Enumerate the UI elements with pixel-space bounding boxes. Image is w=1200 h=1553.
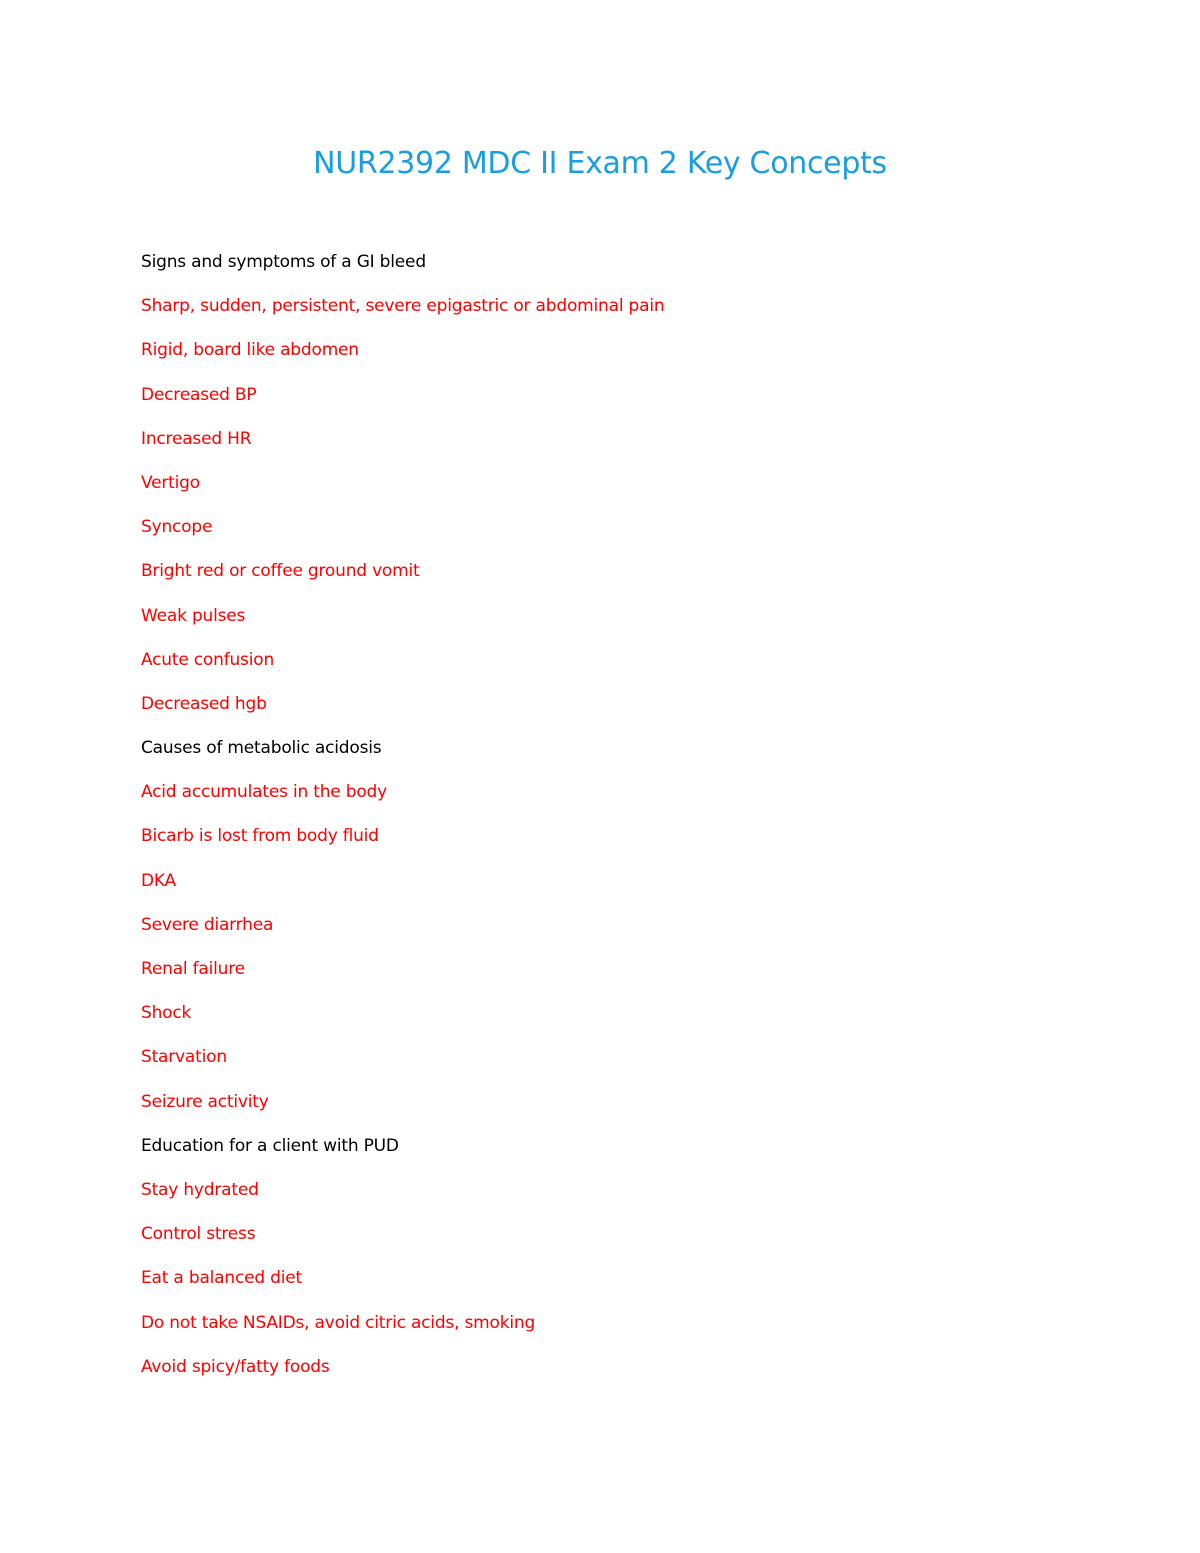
answer-line: Acute confusion [141,649,275,670]
answer-line: Bicarb is lost from body fluid [141,826,379,847]
answer-line: Acid accumulates in the body [141,782,387,803]
answer-line: Decreased BP [141,384,257,405]
answer-line: Vertigo [141,472,200,493]
answer-line: Syncope [141,517,213,538]
answer-line: Sharp, sudden, persistent, severe epigastric or abdominal pain [141,296,665,317]
answer-line: Decreased hgb [141,693,267,714]
answer-line: Do not take NSAIDs, avoid citric acids, smoking [141,1312,536,1333]
document-body [141,248,664,1397]
answer-line: Severe diarrhea [141,914,274,935]
section-heading: Causes of metabolic acidosis [141,738,382,759]
answer-line: Avoid spicy/fatty foods [141,1356,330,1377]
answer-line: Stay hydrated [141,1179,259,1200]
answer-line: Increased HR [141,428,252,449]
answer-line: Control stress [141,1224,256,1245]
answer-line: Seizure activity [141,1091,269,1112]
section-heading: Education for a client with PUD [141,1135,399,1156]
answer-line: Bright red or coffee ground vomit [141,561,420,582]
answer-line: Renal failure [141,959,245,979]
answer-line: Starvation [141,1047,227,1068]
answer-line: DKA [141,870,176,891]
answer-line: Shock [141,1003,192,1024]
document-title: NUR2392 MDC II Exam 2 Key Concepts [313,146,887,181]
answer-line: Weak pulses [141,605,246,626]
section-heading: Signs and symptoms of a GI bleed [141,252,426,272]
answer-line: Rigid, board like abdomen [141,340,359,361]
answer-line: Eat a balanced diet [141,1268,303,1289]
